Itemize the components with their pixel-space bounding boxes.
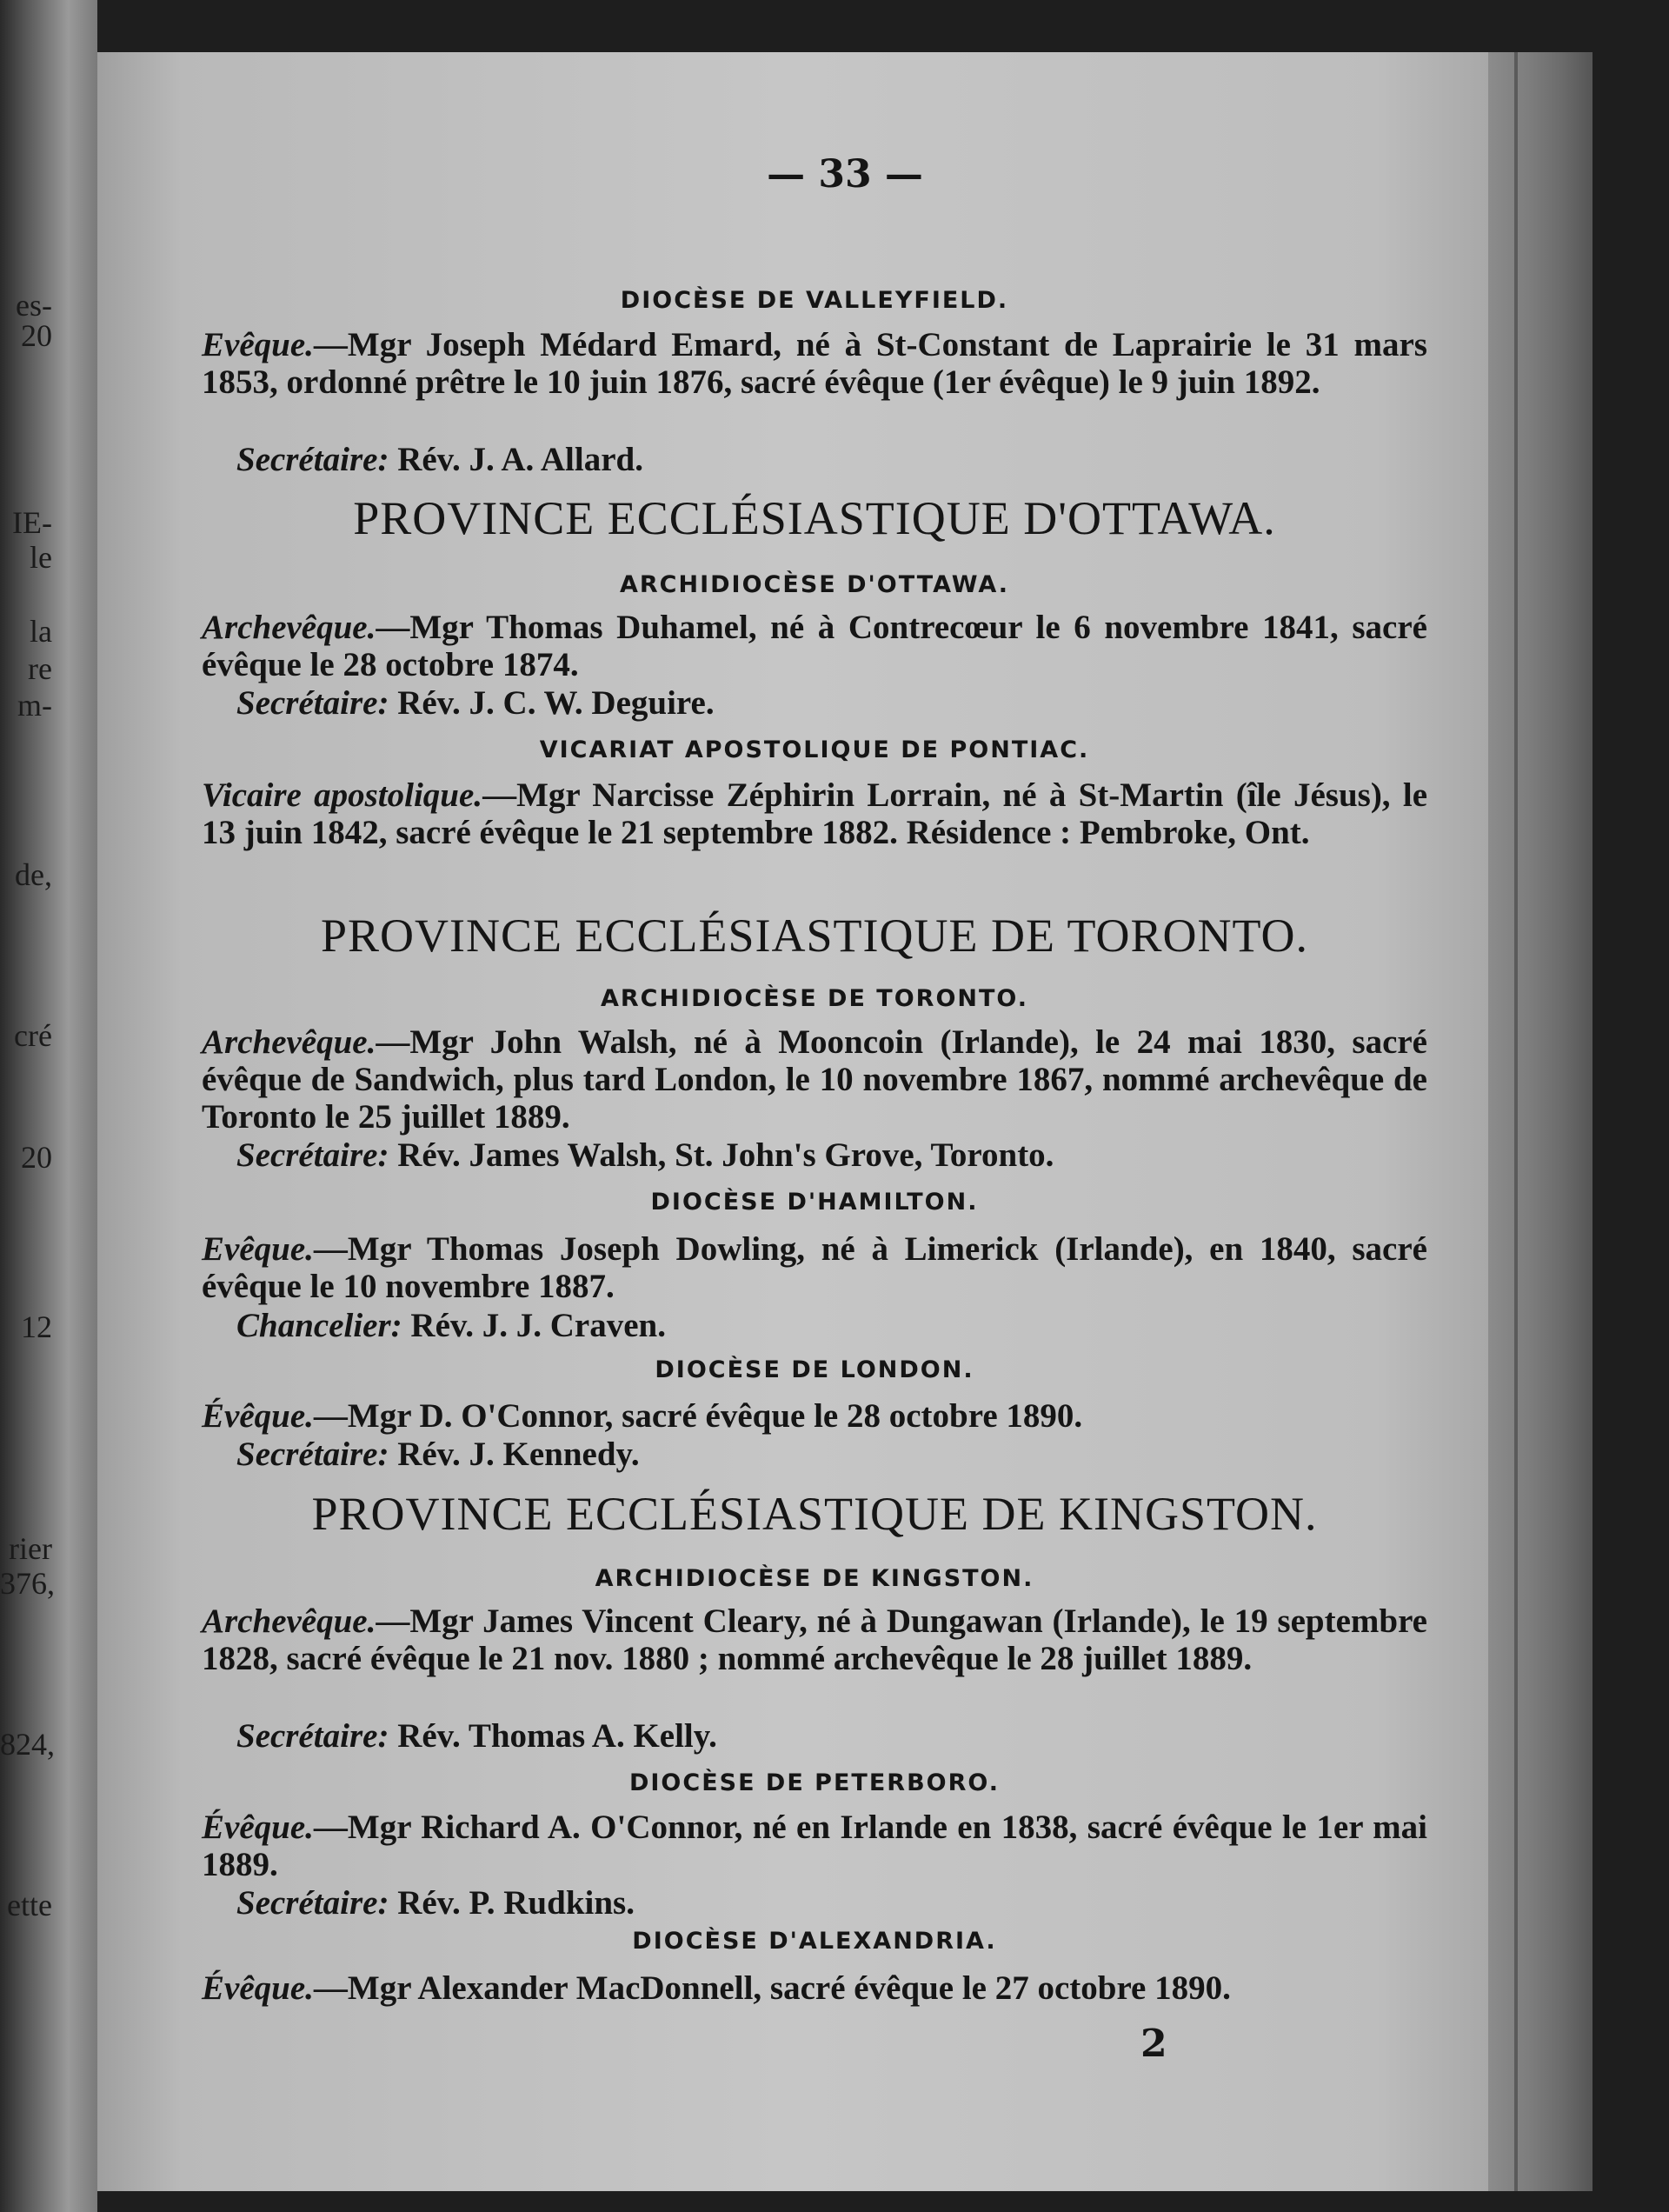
margin-fragment: cré [14, 1018, 52, 1053]
entry-text: —Mgr Joseph Médard Emard, né à St-Constant de Laprairie le 31 mars 1853, ordonné prêtre le 10 juin 1876, sacré évêque (1er évêque) le 9 juin 1892. [202, 326, 1427, 401]
entry-text: Rév. P. Rudkins. [389, 1884, 635, 1922]
margin-fragment: 376, [0, 1566, 55, 1601]
entry-text: —Mgr Thomas Duhamel, né à Contrecœur le 6 novembre 1841, sacré évêque le 28 octobre 1874. [202, 609, 1427, 683]
diocese-heading: VICARIAT APOSTOLIQUE DE PONTIAC. [539, 736, 1090, 763]
entry-role: Archevêque. [202, 1602, 376, 1640]
province-heading: PROVINCE ECCLÉSIASTIQUE D'OTTAWA. [353, 492, 1276, 544]
diocese-heading: DIOCÈSE D'ALEXANDRIA. [632, 1928, 997, 1955]
margin-fragment: 12 [21, 1309, 52, 1344]
diocese-heading: DIOCÈSE DE VALLEYFIELD. [620, 287, 1009, 314]
diocese-heading: DIOCÈSE DE LONDON. [655, 1356, 974, 1383]
page-stack-edge [1488, 52, 1593, 2191]
diocese-heading: ARCHIDIOCÈSE DE KINGSTON. [595, 1565, 1034, 1592]
entry-paragraph [202, 326, 1427, 401]
entry-role: Archevêque. [202, 1023, 376, 1061]
entry-role: Secrétaire: [236, 1884, 389, 1922]
margin-fragment: le [30, 540, 52, 575]
secretary-line [202, 1136, 1462, 1174]
diocese-heading: ARCHIDIOCÈSE DE TORONTO. [600, 985, 1029, 1012]
secretary-line [202, 1436, 1462, 1473]
province-heading: PROVINCE ECCLÉSIASTIQUE DE KINGSTON. [311, 1488, 1318, 1540]
entry-paragraph [202, 776, 1427, 851]
entry-role: Évêque. [202, 1397, 314, 1435]
entry-role: Évêque. [202, 1809, 314, 1846]
entry-text: —Mgr D. O'Connor, sacré évêque le 28 octobre 1890. [313, 1397, 1083, 1435]
entry-paragraph [202, 1230, 1427, 1305]
entry-text: Rév. J. A. Allard. [389, 441, 643, 478]
secretary-line [202, 441, 1462, 478]
margin-fragment: re [28, 651, 52, 686]
margin-fragment: 824, [0, 1727, 55, 1762]
entry-text: —Mgr Narcisse Zéphirin Lorrain, né à St-Martin (île Jésus), le 13 juin 1842, sacré évêque le 21 septembre 1882. Résidence : Pembroke, Ont. [202, 776, 1428, 851]
facing-page-edge [0, 0, 97, 2212]
diocese-heading: DIOCÈSE D'HAMILTON. [650, 1189, 979, 1216]
province-heading: PROVINCE ECCLÉSIASTIQUE DE TORONTO. [320, 909, 1309, 962]
entry-role: Évêque. [202, 1969, 314, 2007]
entry-role: Evêque. [202, 1230, 314, 1268]
margin-fragment: es- [16, 288, 52, 323]
entry-paragraph [202, 1602, 1427, 1677]
entry-text: —Mgr Richard A. O'Connor, né en Irlande en 1838, sacré évêque le 1er mai 1889. [202, 1809, 1427, 1883]
secretary-line [202, 684, 1462, 722]
entry-text: Rév. James Walsh, St. John's Grove, Toronto. [389, 1136, 1054, 1174]
entry-role: Secrétaire: [236, 1717, 389, 1755]
entry-text: —Mgr John Walsh, né à Mooncoin (Irlande), le 24 mai 1830, sacré évêque de Sandwich, plus tard London, le 10 novembre 1867, nommé archevêque de Toronto le 25 juillet 1889. [202, 1023, 1427, 1136]
entry-text: Rév. Thomas A. Kelly. [389, 1717, 717, 1755]
diocese-heading: DIOCÈSE DE PETERBORO. [628, 1769, 1001, 1796]
chancellor-line [202, 1307, 1462, 1344]
entry-role: Chancelier: [236, 1307, 402, 1344]
entry-paragraph [202, 609, 1427, 683]
margin-fragment: 20 [21, 1140, 52, 1175]
entry-text: —Mgr Thomas Joseph Dowling, né à Limerick (Irlande), en 1840, sacré évêque le 10 novembre 1887. [202, 1230, 1427, 1305]
entry-paragraph [202, 1023, 1427, 1136]
margin-fragment: m- [17, 688, 52, 723]
entry-text: Rév. J. Kennedy. [389, 1436, 640, 1473]
entry-text: Rév. J. C. W. Deguire. [389, 684, 715, 722]
entry-role: Secrétaire: [236, 1136, 389, 1174]
entry-text: —Mgr Alexander MacDonnell, sacré évêque le 27 octobre 1890. [313, 1969, 1231, 2007]
secretary-line [202, 1717, 1462, 1755]
entry-role: Evêque. [202, 326, 314, 363]
entry-role: Archevêque. [202, 609, 376, 646]
entry-role: Secrétaire: [236, 441, 389, 478]
margin-fragment: IE- [12, 505, 52, 540]
margin-fragment: de, [15, 857, 52, 892]
entry-text: —Mgr James Vincent Cleary, né à Dungawan (Irlande), le 19 septembre 1828, sacré évêque le 21 nov. 1880 ; nommé archevêque le 28 juillet 1889. [202, 1602, 1427, 1677]
page-number: — 33 — [767, 152, 923, 197]
entry-role: Secrétaire: [236, 684, 389, 722]
page-content-layer [97, 52, 1488, 2191]
entry-role: Secrétaire: [236, 1436, 389, 1473]
entry-paragraph [202, 1969, 1427, 2007]
signature-mark: 2 [1140, 2022, 1167, 2066]
entry-paragraph [202, 1397, 1427, 1435]
diocese-heading: ARCHIDIOCÈSE D'OTTAWA. [620, 571, 1009, 598]
entry-paragraph [202, 1809, 1427, 1883]
secretary-line [202, 1884, 1462, 1922]
margin-fragment: rier [9, 1531, 52, 1566]
margin-fragment: ette [7, 1888, 52, 1922]
entry-text: Rév. J. J. Craven. [402, 1307, 666, 1344]
entry-role: Vicaire apostolique. [202, 776, 483, 814]
margin-fragment: 20 [21, 318, 52, 353]
margin-fragment: la [30, 614, 52, 649]
